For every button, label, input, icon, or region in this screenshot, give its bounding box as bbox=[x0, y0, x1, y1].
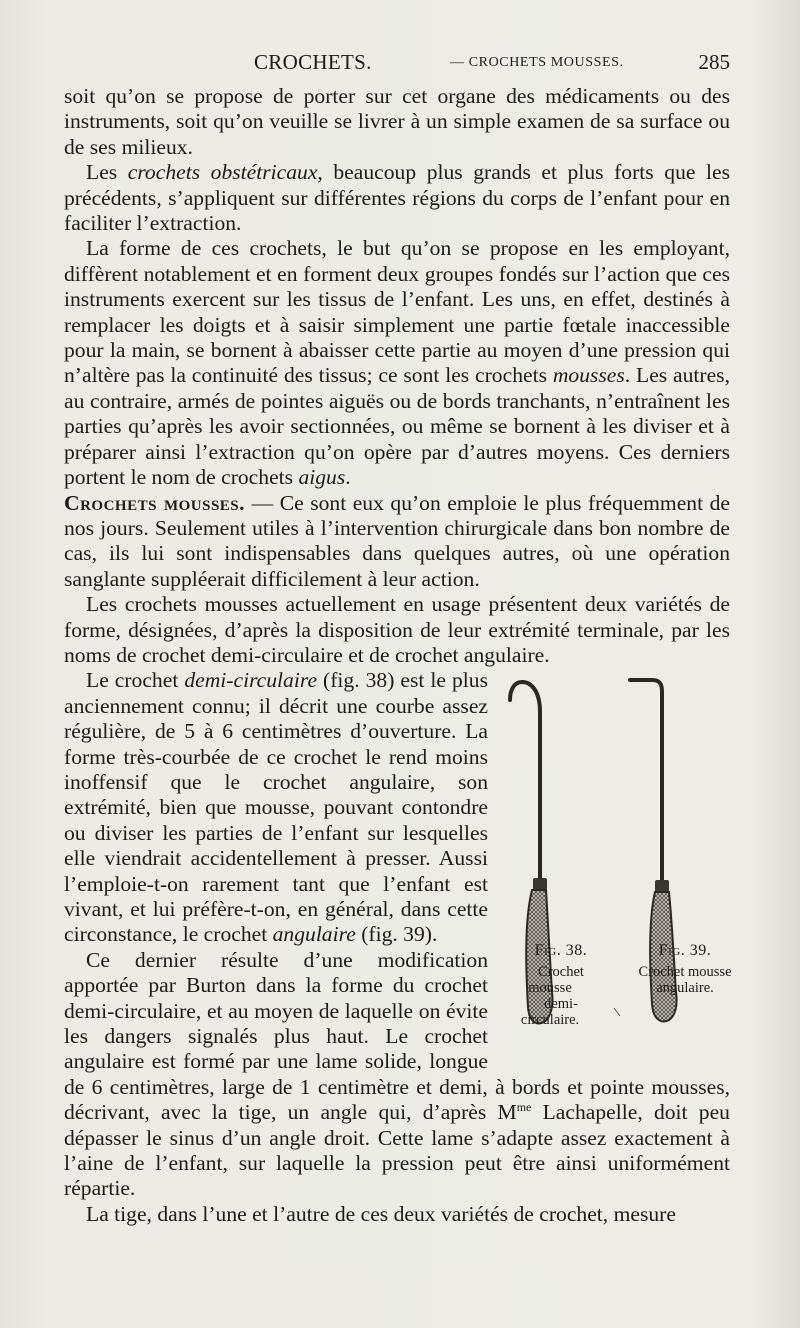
paragraph-1: soit qu’on se propose de porter sur cet organe des médicaments ou des instruments, soit qu’on veuille se livrer à un simple examen de sa surface ou de ses milieux. bbox=[64, 84, 730, 159]
figure-38-line1: Crochet mousse bbox=[528, 963, 584, 996]
paragraph-4 bbox=[64, 491, 730, 593]
page-number: 285 bbox=[698, 50, 730, 74]
figure-39-number: Fig. 39. bbox=[658, 942, 712, 960]
p6-emphasis-2: angulaire bbox=[272, 922, 356, 947]
p6-text-b: (fig. 38) est le plus anciennement connu; il décrit une courbe assez régulière, de 5 à 6 centimètres d’ouverture. La forme très-courbée de ce crochet le rend moins inoffensif que le crochet angulaire, son extrémité, bien que mousse, pouvant contondre ou diviser les parties de l’enfant sur lesquelles elle viendrait accidentellement à presser. Aussi l’emploie-t-on rarement tant que l’enfant est vivant, et lui préfère-t-on, en général, dans cette circonstance, le crochet bbox=[64, 668, 489, 947]
p2-emphasis: crochets obstétricaux bbox=[127, 160, 318, 185]
paragraph-6 bbox=[64, 668, 732, 1028]
p3-text-a: La forme de ces crochets, le but qu’on se propose en les employant, diffèrent notablement et en forment deux groupes fondés sur l’action que ces instruments exercent sur les tissus de l’enfant. Les uns, en effet, destinés à remplacer les doigts et à saisir simplement une partie fœtale inaccessible pour la main, se bornent à abaisser cette partie au moyen d’une pression qui n’altère pas la continuité des tissus; ce sont les crochets bbox=[64, 236, 730, 388]
header-subtitle: — CROCHETS MOUSSES. bbox=[450, 55, 624, 70]
p6-text-c: (fig. 39). bbox=[355, 922, 438, 947]
p3-emphasis-2: aigus bbox=[298, 465, 346, 490]
p3-emphasis-1: mousses bbox=[552, 363, 625, 388]
header-title: CROCHETS. bbox=[254, 50, 372, 74]
figure-38-line2: demi-circulaire. bbox=[520, 995, 580, 1028]
section-heading: Crochets mousses. bbox=[64, 490, 246, 515]
paragraph-2 bbox=[64, 160, 730, 236]
p3-text-b: . Les autres, au contraire, armés de pointes aiguës ou de bords tranchants, n’entraînent les parties qu’après les avoir sectionnées, ou même se bornent à les diviser et à préparer ainsi l’extraction qu’on opère par d’autres moyens. Ces derniers portent le nom de crochets bbox=[64, 363, 730, 490]
figure-39-line1: Crochet mousse bbox=[638, 963, 732, 980]
paragraph-8: La tige, dans l’une et l’autre de ces deux variétés de crochet, mesure bbox=[86, 1201, 676, 1226]
p3-text-c: . bbox=[345, 465, 351, 490]
paragraph-5: Les crochets mousses actuellement en usage présentent deux variétés de forme, désignées, d’après la disposition de leur extrémité terminale, par les noms de crochet demi-circulaire et de crochet angulaire. bbox=[64, 592, 730, 667]
figure-39-caption bbox=[614, 938, 734, 995]
figure-39-line2: angulaire. bbox=[656, 979, 714, 996]
figure-block bbox=[502, 672, 734, 1064]
running-header bbox=[64, 44, 730, 76]
p4-text: — Ce sont eux qu’on emploie le plus fréquemment de nos jours. Seulement utiles à l’intervention chirurgicale dans bon nombre de cas, ils lui sont indispensables dans quelques autres, où une opération sanglante suppléerait difficilement à leur action. bbox=[64, 490, 730, 591]
p7-text-b: Lachapelle, doit peu dépasser le sinus d’un angle droit. Cette lame s’adapte assez exactement à l’aine de l’enfant, sur laquelle la pression peut être ainsi uniformément répartie. bbox=[64, 1100, 730, 1201]
p6-emphasis-1: demi-circulaire bbox=[184, 668, 318, 693]
p6-text-a: Le crochet bbox=[86, 668, 185, 693]
figure-38-caption bbox=[502, 938, 598, 1027]
mark-icon bbox=[614, 1008, 620, 1016]
p7-superscript: me bbox=[516, 1100, 532, 1115]
p7-text-a: Ce dernier résulte d’une modification apportée par Burton dans la forme du crochet demi-circulaire, et au moyen de laquelle on évite les dangers signalés plus haut. Le crochet angulaire est formé par une lame solide, longue de 6 centimètres, large de 1 centimètre et demi, à bords et pointe mousses, décrivant, avec la tige, un angle qui, d’après M bbox=[64, 947, 730, 1125]
figure-38-number: Fig. 38. bbox=[534, 942, 588, 960]
p2-text-a: Les bbox=[86, 160, 128, 185]
p2-text-b: , beaucoup plus grands et plus forts que les précédents, s’appliquent sur différentes régions du corps de l’enfant pour en faciliter l’extraction. bbox=[64, 160, 731, 236]
body-text bbox=[64, 84, 730, 1227]
paragraph-3 bbox=[64, 236, 730, 490]
